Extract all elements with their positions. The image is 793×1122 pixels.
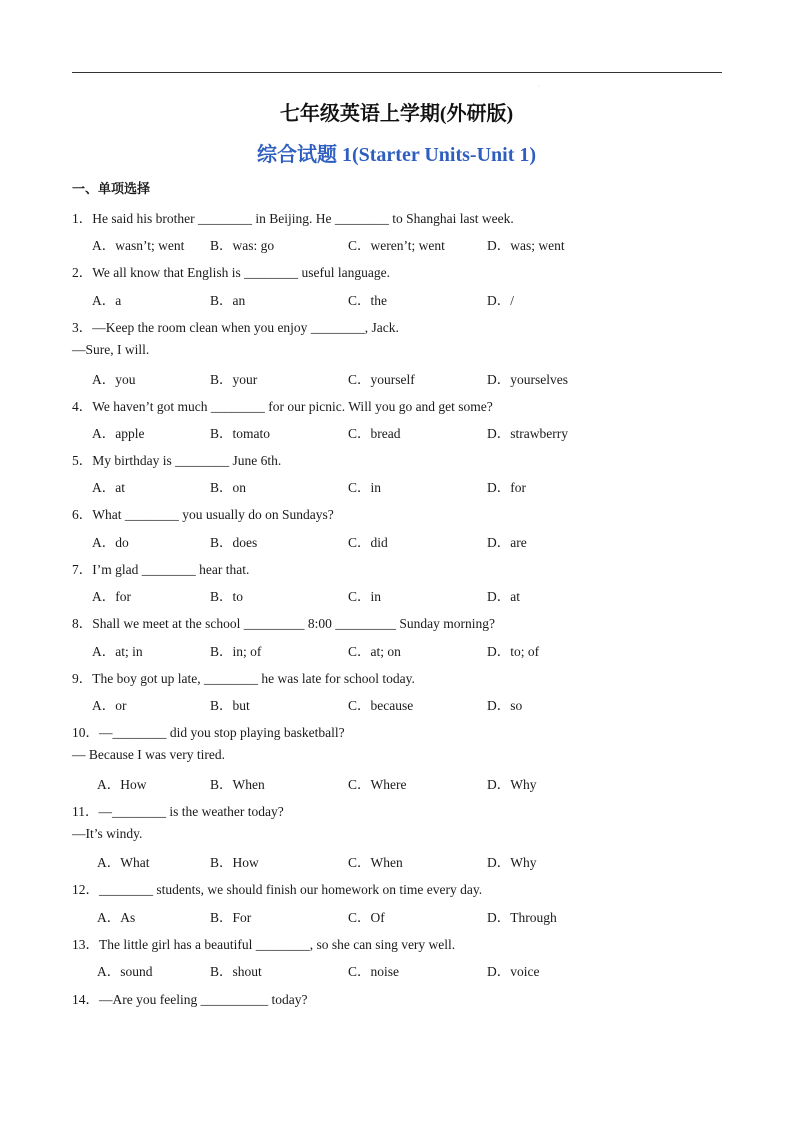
page-title: 七年级英语上学期(外研版): [279, 103, 514, 125]
question-text: ________ students, we should finish our homework on time every day.: [99, 882, 483, 897]
option-d: D．voice: [487, 964, 540, 979]
question-text: I’m glad ________ hear that.: [92, 562, 250, 577]
option-b: B．does: [210, 535, 258, 550]
question-number: 4．: [72, 399, 93, 414]
question-number: 7．: [72, 562, 93, 577]
question-number: 3．: [72, 320, 93, 335]
question-14: [72, 988, 307, 1008]
question-response: —It’s windy.: [72, 826, 143, 841]
question-text: What ________ you usually do on Sundays?: [92, 507, 334, 522]
option-d: D．yourselves: [487, 372, 568, 387]
question-text: —________ is the weather today?: [98, 804, 284, 819]
question-1: [72, 207, 514, 227]
question-number: 14．: [72, 992, 99, 1007]
option-a: A．do: [92, 535, 129, 550]
question-3: [72, 316, 399, 336]
option-c: C．When: [348, 855, 403, 870]
question-text: The little girl has a beautiful ________, so she can sing very well.: [99, 937, 456, 952]
option-a: A．As: [97, 910, 136, 925]
question-number: 11．: [72, 804, 99, 819]
question-2: [72, 261, 390, 281]
option-c: C．Of: [348, 910, 385, 925]
question-number: 12．: [72, 882, 99, 897]
option-b: B．When: [210, 777, 265, 792]
question-text: We all know that English is ________ useful language.: [92, 265, 390, 280]
option-d: D．for: [487, 480, 526, 495]
question-5: [72, 449, 281, 469]
option-a: A．or: [92, 698, 127, 713]
option-d: D．to; of: [487, 644, 540, 659]
question-text: Shall we meet at the school _________ 8:00 _________ Sunday morning?: [92, 616, 495, 631]
option-a: A．wasn’t; went: [92, 238, 185, 253]
option-a: A．a: [92, 293, 122, 308]
question-text: —Keep the room clean when you enjoy ________, Jack.: [92, 320, 399, 335]
option-c: C．noise: [348, 964, 400, 979]
option-c: C．because: [348, 698, 414, 713]
option-d: D．/: [487, 293, 514, 308]
question-number: 8．: [72, 616, 93, 631]
question-11: [72, 800, 284, 820]
option-a: A．at: [92, 480, 125, 495]
question-number: 13．: [72, 937, 99, 952]
question-4: [72, 395, 493, 415]
option-d: D．Why: [487, 777, 537, 792]
option-d: D．so: [487, 698, 523, 713]
option-a: A．sound: [97, 964, 153, 979]
option-d: D．Why: [487, 855, 537, 870]
option-d: D．Through: [487, 910, 557, 925]
question-text: He said his brother ________ in Beijing. He ________ to Shanghai last week.: [92, 211, 514, 226]
question-text: My birthday is ________ June 6th.: [92, 453, 282, 468]
option-a: A．at; in: [92, 644, 143, 659]
page-subtitle: 综合试题 1(Starter Units-Unit 1): [256, 144, 537, 166]
question-number: 2．: [72, 265, 93, 280]
question-text: —________ did you stop playing basketball?: [99, 725, 345, 740]
option-c: C．at; on: [348, 644, 401, 659]
option-d: D．at: [487, 589, 520, 604]
question-7: [72, 558, 249, 578]
question-number: 5．: [72, 453, 93, 468]
option-c: C．yourself: [348, 372, 415, 387]
question-number: 1．: [72, 211, 93, 226]
option-a: A．for: [92, 589, 131, 604]
option-b: B．in; of: [210, 644, 262, 659]
option-d: D．was; went: [487, 238, 565, 253]
option-c: C．in: [348, 589, 382, 604]
question-response: —Sure, I will.: [72, 342, 150, 357]
option-a: A．apple: [92, 426, 145, 441]
header-dot: ·: [538, 84, 540, 90]
question-text: —Are you feeling __________ today?: [99, 992, 308, 1007]
option-b: B．was: go: [210, 238, 275, 253]
question-13: [72, 933, 455, 953]
option-c: C．did: [348, 535, 388, 550]
question-6: [72, 503, 334, 523]
option-c: C．in: [348, 480, 382, 495]
header-rule: [72, 72, 722, 73]
question-response: — Because I was very tired.: [72, 747, 225, 762]
question-text: We haven’t got much ________ for our picnic. Will you go and get some?: [92, 399, 493, 414]
option-d: D．strawberry: [487, 426, 568, 441]
option-a: A．you: [92, 372, 136, 387]
option-c: C．bread: [348, 426, 401, 441]
option-a: A．How: [97, 777, 147, 792]
question-number: 9．: [72, 671, 93, 686]
question-9: [72, 667, 415, 687]
option-b: B．shout: [210, 964, 262, 979]
option-b: B．an: [210, 293, 246, 308]
option-b: B．tomato: [210, 426, 270, 441]
option-b: B．For: [210, 910, 252, 925]
option-c: C．Where: [348, 777, 407, 792]
option-c: C．the: [348, 293, 387, 308]
question-10: [72, 721, 345, 741]
question-number: 10．: [72, 725, 99, 740]
question-number: 6．: [72, 507, 93, 522]
question-12: [72, 878, 482, 898]
question-text: The boy got up late, ________ he was late for school today.: [92, 671, 415, 686]
option-b: B．to: [210, 589, 244, 604]
option-c: C．weren’t; went: [348, 238, 445, 253]
section-heading: 一、单项选择: [72, 182, 151, 197]
option-a: A．What: [97, 855, 150, 870]
option-b: B．on: [210, 480, 247, 495]
option-b: B．your: [210, 372, 258, 387]
option-b: B．How: [210, 855, 259, 870]
question-8: [72, 612, 495, 632]
option-b: B．but: [210, 698, 250, 713]
option-d: D．are: [487, 535, 527, 550]
